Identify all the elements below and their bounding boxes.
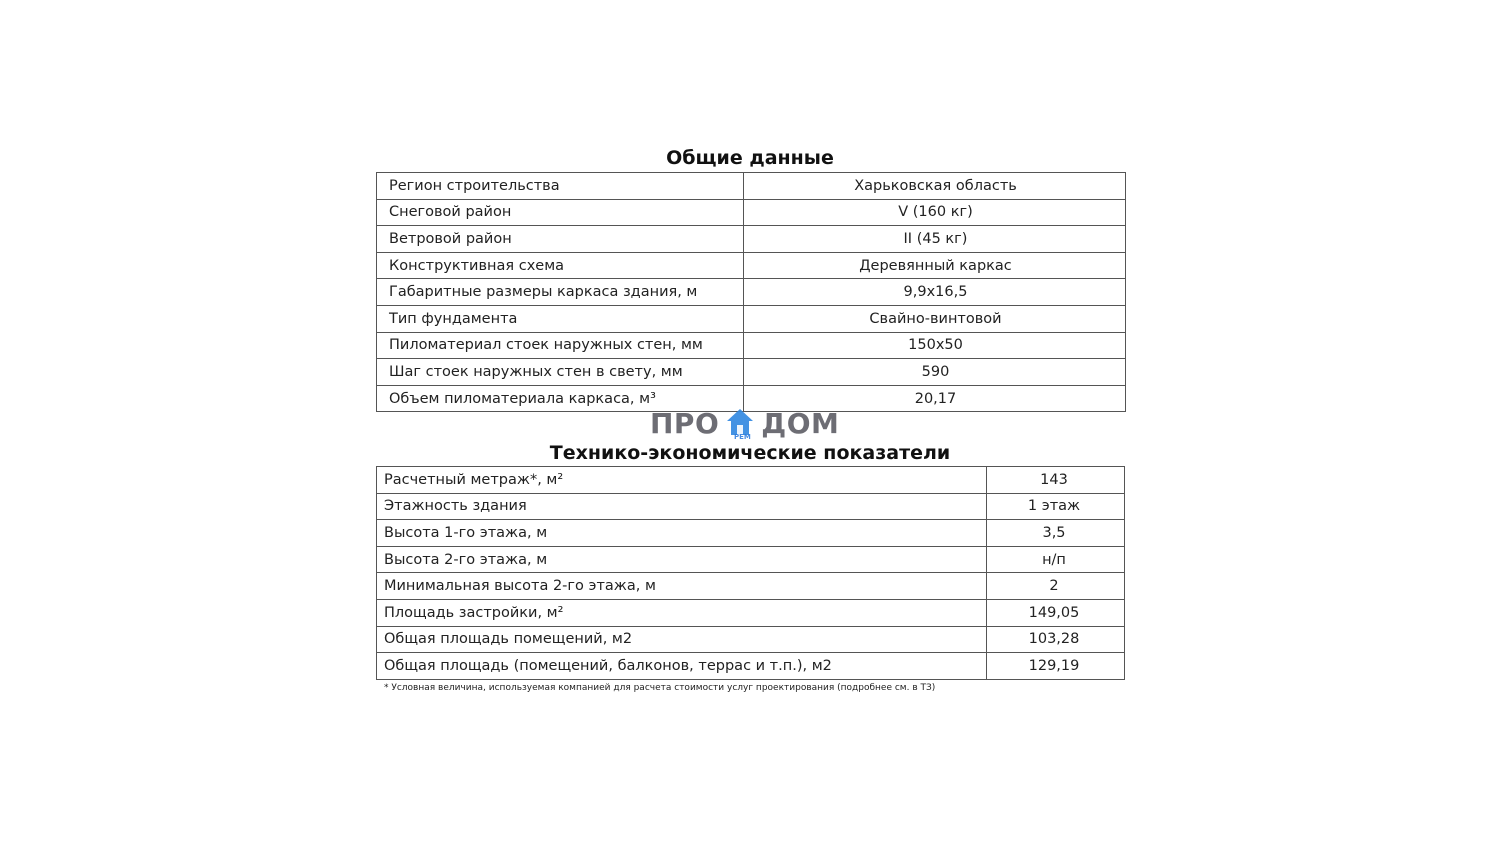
technical-row <box>377 599 1125 626</box>
logo-subtext: РЕМ <box>734 433 751 441</box>
technical-value: 129,19 <box>987 653 1125 680</box>
general-label: Регион строительства <box>377 173 744 200</box>
general-label: Объем пиломатериала каркаса, м³ <box>377 385 744 412</box>
technical-row <box>377 520 1125 547</box>
technical-label: Минимальная высота 2-го этажа, м <box>377 573 987 600</box>
general-row <box>377 199 1126 226</box>
technical-value: н/п <box>987 546 1125 573</box>
general-row <box>377 252 1126 279</box>
technical-value: 3,5 <box>987 520 1125 547</box>
technical-label: Высота 1-го этажа, м <box>377 520 987 547</box>
technical-value: 103,28 <box>987 626 1125 653</box>
general-value: Свайно-винтовой <box>744 305 1126 332</box>
general-row <box>377 305 1126 332</box>
general-data-title: Общие данные <box>666 147 834 169</box>
general-value: Деревянный каркас <box>744 252 1126 279</box>
general-value: 20,17 <box>744 385 1126 412</box>
general-label: Габаритные размеры каркаса здания, м <box>377 279 744 306</box>
general-row <box>377 279 1126 306</box>
logo-text-right: ДОМ <box>761 406 840 440</box>
general-label: Пиломатериал стоек наружных стен, мм <box>377 332 744 359</box>
logo-text-left: ПРО <box>650 406 720 440</box>
general-row <box>377 226 1126 253</box>
technical-label: Этажность здания <box>377 493 987 520</box>
general-label: Шаг стоек наружных стен в свету, мм <box>377 359 744 386</box>
technical-value: 149,05 <box>987 599 1125 626</box>
technical-row <box>377 467 1125 494</box>
technical-label: Общая площадь (помещений, балконов, террас и т.п.), м2 <box>377 653 987 680</box>
technical-data-title: Технико-экономические показатели <box>549 442 951 464</box>
general-label: Конструктивная схема <box>377 252 744 279</box>
technical-row <box>377 626 1125 653</box>
general-value: 150х50 <box>744 332 1126 359</box>
technical-row <box>377 573 1125 600</box>
technical-value: 1 этаж <box>987 493 1125 520</box>
technical-row <box>377 546 1125 573</box>
general-value: 9,9х16,5 <box>744 279 1126 306</box>
general-value: Харьковская область <box>744 173 1126 200</box>
technical-label: Высота 2-го этажа, м <box>377 546 987 573</box>
technical-label: Площадь застройки, м² <box>377 599 987 626</box>
technical-value: 2 <box>987 573 1125 600</box>
general-label: Снеговой район <box>377 199 744 226</box>
general-label: Ветровой район <box>377 226 744 253</box>
technical-row <box>377 493 1125 520</box>
technical-label: Общая площадь помещений, м2 <box>377 626 987 653</box>
technical-value: 143 <box>987 467 1125 494</box>
general-value: 590 <box>744 359 1126 386</box>
general-data-table <box>376 172 1126 412</box>
footnote: * Условная величина, используемая компанией для расчета стоимости услуг проектирования (подробнее см. в ТЗ) <box>384 683 936 693</box>
general-row <box>377 332 1126 359</box>
general-row <box>377 359 1126 386</box>
watermark-logo <box>650 402 850 444</box>
general-value: II (45 кг) <box>744 226 1126 253</box>
general-value: V (160 кг) <box>744 199 1126 226</box>
technical-row <box>377 653 1125 680</box>
technical-label: Расчетный метраж*, м² <box>377 467 987 494</box>
technical-data-table <box>376 466 1125 680</box>
general-row <box>377 173 1126 200</box>
general-label: Тип фундамента <box>377 305 744 332</box>
